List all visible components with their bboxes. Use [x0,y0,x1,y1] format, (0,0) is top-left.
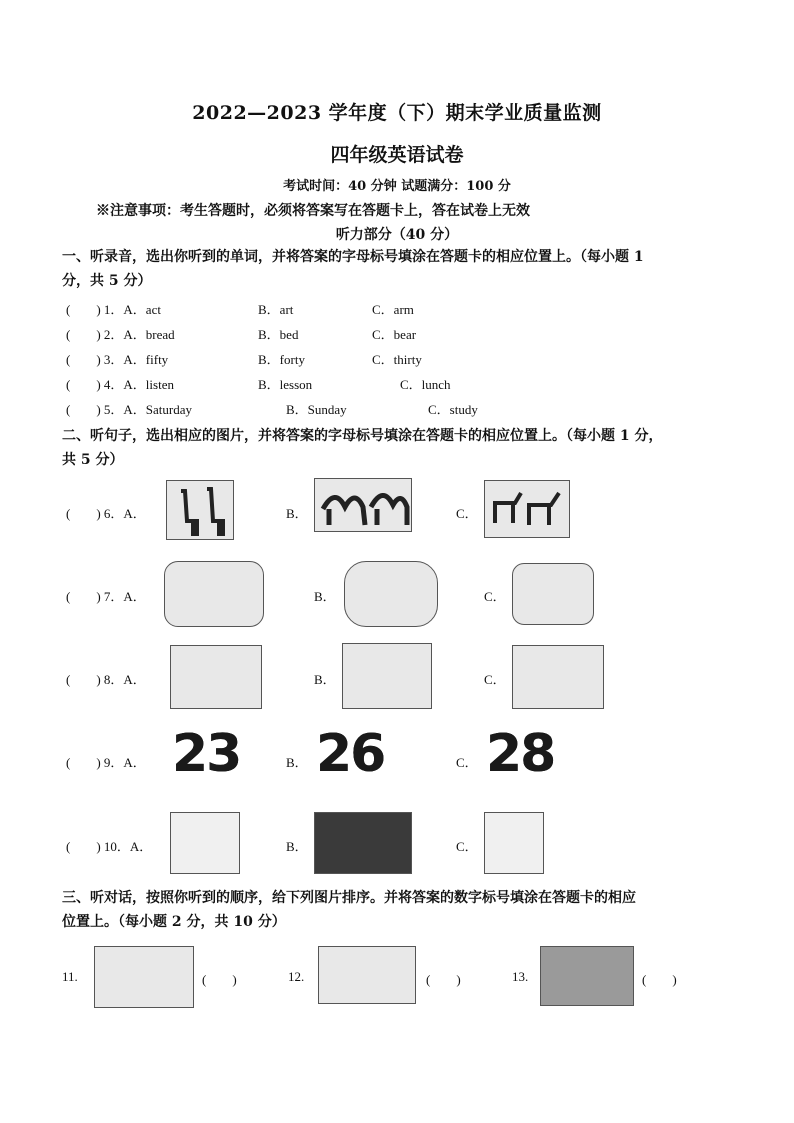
bedroom-image [170,645,262,709]
living-room-image [342,643,432,709]
number-23-image: 23 [172,724,241,784]
section3-instruction-line2: 位置上。（每小题 2 分，共 10 分） [62,914,286,930]
q9-label: ( ) 9．A． [66,755,146,770]
q9-option-c: C． [456,755,478,770]
exam-title: 2022—2023 学年度（下）期末学业质量监测 [192,102,602,124]
q10-label: ( ) 10．A． [66,839,153,854]
theater-image [314,812,412,874]
q2-option-c: C．bear [372,327,417,342]
item12-label: 12. [288,969,305,984]
section1-instruction [62,245,732,293]
group-scene-image [318,946,416,1004]
q7-label: ( ) 7．A． [66,589,146,604]
picnic-image [94,946,194,1008]
q5-option-b: B．Sunday [286,402,347,417]
number-28-image: 28 [486,724,555,784]
section2-instruction-line2: 共 5 分） [62,452,124,468]
section2-instruction-line1: 二、听句子，选出相应的图片，并将答案的字母标号填涂在答题卡的相应位置上。（每小题 1 分， [62,428,663,444]
q3-label: ( ) 3．A．fifty [66,352,169,367]
section2-instruction [62,424,732,472]
study-room-image [512,645,604,709]
q7-option-b: B． [314,589,336,604]
q1-option-c: C．arm [372,302,414,317]
teacher-board-image [484,812,544,874]
painting-child-image [170,812,240,874]
horses-image [484,480,570,538]
q6-label: ( ) 6．A． [66,506,146,521]
item11-blank: ( ) [202,972,237,987]
reading-scene-image [344,561,438,627]
section1-instruction-line2: 分，共 5 分） [62,273,152,289]
q10-option-c: C． [456,839,478,854]
exam-note: ※注意事项：考生答题时，必须将答案写在答题卡上，答在试卷上无效 [96,203,530,219]
section3-instruction-line1: 三、听对话，按照你听到的顺序，给下列图片排序。并将答案的数字标号填涂在答题卡的相应 [62,890,636,906]
number-26-image: 26 [316,724,385,784]
q2-label: ( ) 2．A．bread [66,327,175,342]
q5-label: ( ) 5．A．Saturday [66,402,193,417]
item13-label: 13. [512,969,529,984]
item11-label: 11. [62,969,78,984]
q8-option-c: C． [484,672,506,687]
q4-option-c: C．lunch [400,377,451,392]
section1-instruction-line1: 一、听录音，选出你听到的单词，并将答案的字母标号填涂在答题卡的相应位置上。（每小题 1 [62,249,644,265]
q2-option-b: B．bed [258,327,299,342]
q6-option-c: C． [456,506,478,521]
camels-image [314,478,412,532]
q6-option-b: B． [286,506,308,521]
q5-option-c: C．study [428,402,478,417]
cooking-scene-image [512,563,594,625]
shop-scene-image [540,946,634,1006]
q10-option-b: B． [286,839,308,854]
q1-option-b: B．art [258,302,294,317]
q4-label: ( ) 4．A．listen [66,377,174,392]
listening-part-title: 听力部分（40 分） [335,227,459,243]
q4-option-b: B．lesson [258,377,313,392]
section3-instruction [62,886,732,934]
giraffes-image [166,480,234,540]
q8-option-b: B． [314,672,336,687]
q3-option-b: B．forty [258,352,305,367]
q3-option-c: C．thirty [372,352,422,367]
exam-meta: 考试时间：40 分钟 试题满分：100 分 [283,179,511,194]
q1-label: ( ) 1．A．act [66,302,161,317]
outdoor-scene-image [164,561,264,627]
item12-blank: ( ) [426,972,461,987]
q9-option-b: B． [286,755,308,770]
q8-label: ( ) 8．A． [66,672,146,687]
item13-blank: ( ) [642,972,677,987]
q7-option-c: C． [484,589,506,604]
exam-subtitle: 四年级英语试卷 [330,144,464,166]
